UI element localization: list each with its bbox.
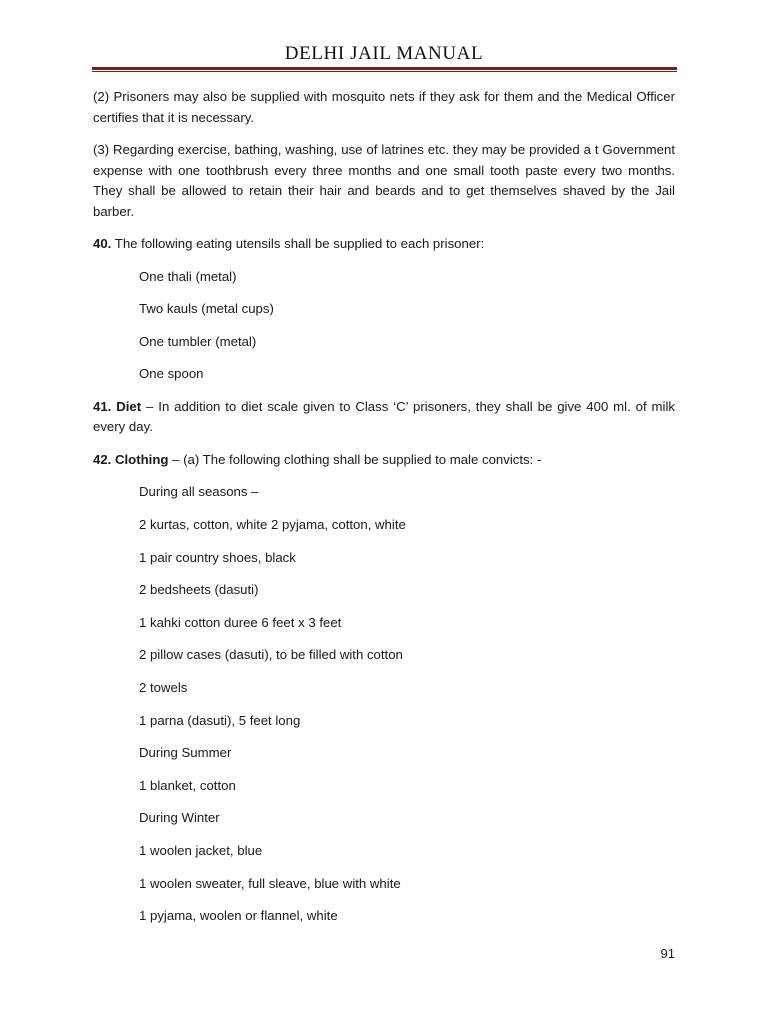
section-41-heading: 41. Diet <box>93 398 142 414</box>
list-item: 2 kurtas, cotton, white 2 pyjama, cotton, white <box>139 517 406 533</box>
list-item: 1 woolen sweater, full sleave, blue with white <box>139 875 401 891</box>
list-item: 1 woolen jacket, blue <box>139 843 263 858</box>
paragraph-exercise-bathing: (3) Regarding exercise, bathing, washing, use of latrines etc. they may be provided a t Government expense with one toothbrush every three months and one small tooth paste every two months. They shall be allowed to retain their hair and beards and to get themselves shaved by the Jail barber. <box>93 142 675 219</box>
section-42-heading: 42. Clothing <box>93 451 169 467</box>
page-number: 91 <box>660 946 675 961</box>
list-item: 1 pair country shoes, black <box>139 549 296 565</box>
list-item: One tumbler (metal) <box>139 333 257 349</box>
list-item: During Summer <box>139 745 232 761</box>
list-item: One thali (metal) <box>139 268 237 284</box>
list-item: 1 blanket, cotton <box>139 777 236 793</box>
utensils-list <box>93 267 675 385</box>
section-41-text: – In addition to diet scale given to Class ‘C’ prisoners, they shall be give 400 ml. of milk every day. <box>93 398 675 435</box>
section-41-diet <box>93 397 675 438</box>
section-42-clothing <box>93 450 675 471</box>
list-item: 2 bedsheets (dasuti) <box>139 582 259 598</box>
section-42-text: – (a) The following clothing shall be supplied to male convicts: - <box>168 451 542 467</box>
list-item: 2 towels <box>139 680 188 696</box>
page-header-title: DELHI JAIL MANUAL <box>284 43 484 64</box>
list-item: Two kauls (metal cups) <box>139 301 274 317</box>
list-item: 1 kahki cotton duree 6 feet x 3 feet <box>139 614 342 630</box>
section-40-text: The following eating utensils shall be supplied to each prisoner: <box>111 236 485 251</box>
section-40 <box>93 234 675 255</box>
list-item: During all seasons – <box>139 484 259 500</box>
clothing-list <box>93 482 675 926</box>
list-item: 1 parna (dasuti), 5 feet long <box>139 712 301 728</box>
document-body <box>93 87 675 927</box>
list-item: 1 pyjama, woolen or flannel, white <box>139 908 338 924</box>
header-divider <box>92 67 677 72</box>
list-item: 2 pillow cases (dasuti), to be filled with cotton <box>139 647 403 663</box>
section-40-number: 40. <box>93 236 112 251</box>
list-item: During Winter <box>139 810 220 826</box>
list-item: One spoon <box>139 366 204 382</box>
paragraph-mosquito-nets: (2) Prisoners may also be supplied with mosquito nets if they ask for them and the Medical Officer certifies that it is necessary. <box>93 89 675 125</box>
